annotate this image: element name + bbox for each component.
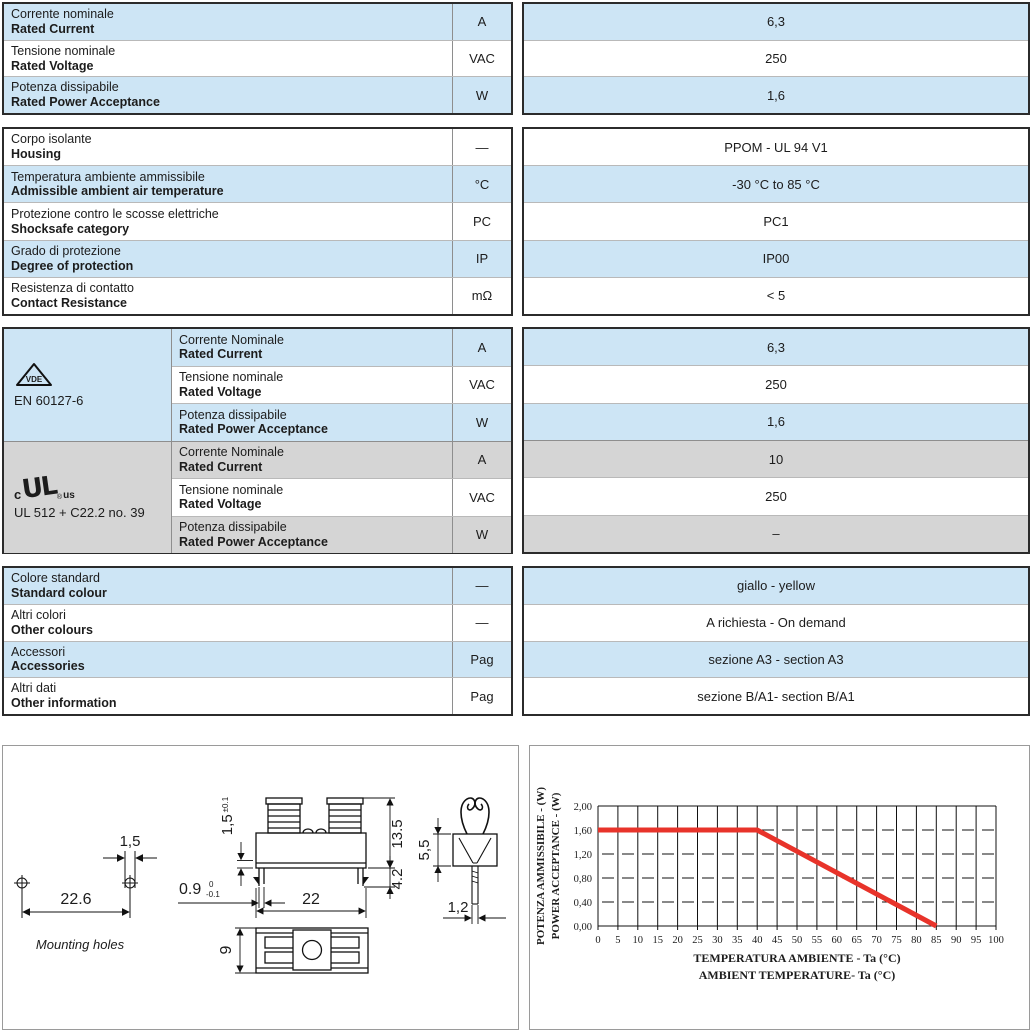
table-row: [4, 76, 511, 113]
y-axis-title-it: POTENZA AMMISSIBILE - (W): [535, 787, 547, 945]
certifications-table-values: [522, 327, 1030, 554]
x-tick-label: 20: [672, 935, 683, 946]
value-cell: PPOM - UL 94 V1: [524, 129, 1028, 165]
ul-group: [4, 441, 511, 554]
unit-cell: PC: [452, 203, 511, 239]
unit-cell: W: [452, 517, 511, 554]
label-en: Degree of protection: [11, 258, 134, 273]
x-tick-label: 0: [595, 935, 601, 946]
technical-drawing-panel: [2, 745, 519, 1030]
label-it: Potenza dissipabile: [179, 520, 287, 534]
x-tick-label: 65: [851, 935, 862, 946]
x-tick-label: 25: [692, 935, 703, 946]
value-cell: –: [524, 515, 1028, 552]
options-table-labels: [2, 566, 513, 716]
label-en: Accessories: [11, 659, 85, 674]
unit-cell: —: [452, 568, 511, 604]
x-tick-label: 85: [931, 935, 942, 946]
label-en: Rated Current: [179, 459, 263, 474]
unit-cell: W: [452, 404, 511, 441]
dim-lip-value: 1,5: [219, 814, 236, 836]
x-tick-label: 35: [732, 935, 743, 946]
value-cell: 250: [524, 365, 1028, 402]
x-tick-label: 45: [771, 935, 783, 946]
dim-pin-width: 0.9: [179, 881, 202, 898]
label-it: Colore standard: [11, 571, 100, 586]
table-row: [172, 403, 511, 441]
label-it: Accessori: [11, 644, 66, 659]
table-row: [172, 478, 511, 516]
label-it: Resistenza di contatto: [11, 281, 134, 296]
ul-logo-icon: [14, 470, 171, 505]
x-tick-label: 5: [615, 935, 621, 946]
table-row: [4, 277, 511, 314]
label-en: Standard colour: [11, 585, 107, 600]
vde-standard: EN 60127-6: [14, 393, 84, 409]
dim-hole-diameter: 1,5: [119, 833, 141, 850]
value-cell: -30 °C to 85 °C: [524, 165, 1028, 202]
x-axis-title-en: AMBIENT TEMPERATURE- Ta (°C): [698, 968, 896, 982]
x-tick-label: 15: [652, 935, 663, 946]
x-tick-label: 55: [811, 935, 823, 946]
table-row: [172, 516, 511, 554]
label-en: Rated Power Acceptance: [179, 534, 328, 549]
value-cell: 1,6: [524, 76, 1028, 113]
label-en: Shocksafe category: [11, 221, 130, 236]
table-row: [172, 329, 511, 366]
top-view: [256, 928, 368, 973]
unit-cell: VAC: [452, 41, 511, 77]
unit-cell: W: [452, 77, 511, 113]
end-view: [453, 798, 497, 904]
value-cell: sezione A3 - section A3: [524, 641, 1028, 678]
mounting-holes-caption: Mounting holes: [35, 937, 125, 952]
construction-table-labels: [2, 127, 513, 316]
value-cell: 250: [524, 40, 1028, 77]
dim-lip: [219, 796, 236, 835]
label-en: Other information: [11, 696, 117, 711]
value-cell: 6,3: [524, 329, 1028, 365]
table-row: [4, 240, 511, 277]
construction-table-values: [522, 127, 1030, 316]
label-it: Altri colori: [11, 607, 66, 622]
x-tick-label: 100: [988, 935, 1004, 946]
x-tick-label: 30: [712, 935, 723, 946]
x-tick-label: 95: [970, 935, 982, 946]
table-row: [172, 366, 511, 404]
label-it: Grado di protezione: [11, 243, 121, 258]
unit-cell: IP: [452, 241, 511, 277]
dim-body-length: 22: [302, 891, 320, 908]
value-cell: PC1: [524, 202, 1028, 239]
value-cell: 1,6: [524, 403, 1028, 440]
table-row: [4, 202, 511, 239]
unit-cell: —: [452, 605, 511, 641]
x-tick-label: 50: [791, 935, 803, 946]
label-en: Rated Voltage: [179, 384, 262, 399]
table-row: [4, 165, 511, 202]
ul-logo-c: c: [14, 486, 22, 502]
x-tick-label: 70: [871, 935, 882, 946]
y-tick-label: 0,40: [573, 898, 592, 909]
label-it: Potenza dissipabile: [11, 80, 119, 95]
table-row: [4, 641, 511, 678]
x-axis-title-it: TEMPERATURA AMBIENTE - Ta (°C): [693, 951, 901, 965]
label-en: Contact Resistance: [11, 295, 128, 310]
y-tick-label: 0,80: [573, 874, 592, 885]
value-cell: A richiesta - On demand: [524, 604, 1028, 641]
x-tick-label: 80: [911, 935, 922, 946]
vde-group: [4, 329, 511, 441]
label-it: Corrente nominale: [11, 7, 114, 22]
table-row: [4, 4, 511, 40]
dim-pin-thickness: 1,2: [447, 899, 469, 916]
label-it: Protezione contro le scosse elettriche: [11, 206, 219, 221]
ratings-table-values: [522, 2, 1030, 115]
y-tick-label: 1,60: [573, 826, 592, 837]
y-tick-label: 1,20: [573, 850, 592, 861]
unit-cell: —: [452, 129, 511, 165]
x-tick-label: 10: [632, 935, 644, 946]
x-tick-label: 60: [831, 935, 843, 946]
side-view: [253, 798, 369, 886]
unit-cell: A: [452, 4, 511, 40]
vde-logo-text: VDE: [25, 375, 43, 385]
label-en: Rated Voltage: [11, 58, 94, 73]
x-tick-label: 90: [950, 935, 962, 946]
label-en: Rated Power Acceptance: [11, 95, 160, 110]
dim-lip-tol: ±0.1: [221, 796, 230, 813]
dim-body-height: 13.5: [389, 819, 406, 849]
table-row: [4, 568, 511, 604]
unit-cell: A: [452, 442, 511, 479]
table-row: [4, 677, 511, 714]
dim-clip-height: 5,5: [416, 839, 433, 861]
ul-logo-us: us: [63, 489, 75, 501]
label-it: Altri dati: [11, 681, 57, 696]
derating-chart: [530, 746, 1029, 1029]
ul-standard: UL 512 + C22.2 no. 39: [14, 504, 145, 520]
table-row: [4, 40, 511, 77]
technical-drawing: [3, 746, 518, 1029]
ul-logo-cell: [4, 442, 172, 554]
label-it: Tensione nominale: [179, 482, 284, 497]
label-en: Housing: [11, 147, 61, 162]
y-tick-label: 0,00: [573, 922, 592, 933]
label-en: Rated Power Acceptance: [179, 422, 328, 437]
label-it: Potenza dissipabile: [179, 407, 287, 422]
dim-body-width: 9: [218, 945, 235, 955]
label-en: Rated Current: [179, 347, 263, 362]
unit-cell: °C: [452, 166, 511, 202]
value-cell: 6,3: [524, 4, 1028, 40]
label-it: Corpo isolante: [11, 132, 92, 147]
options-table-values: [522, 566, 1030, 716]
label-it: Tensione nominale: [179, 370, 284, 384]
table-row: [172, 442, 511, 479]
table-row: [4, 129, 511, 165]
label-en: Rated Voltage: [179, 497, 262, 512]
dim-pin-tol-top: 0: [209, 880, 214, 889]
x-tick-label: 75: [891, 935, 902, 946]
label-it: Tensione nominale: [11, 43, 116, 58]
label-it: Temperatura ambiente ammissibile: [11, 169, 205, 184]
vde-logo-icon: [14, 361, 54, 389]
label-it: Corrente Nominale: [179, 445, 284, 459]
value-cell: IP00: [524, 240, 1028, 277]
top-view-dims: [235, 928, 256, 973]
dim-hole-pitch: 22.6: [60, 891, 92, 908]
unit-cell: VAC: [452, 479, 511, 516]
unit-cell: A: [452, 329, 511, 366]
value-cell: giallo - yellow: [524, 568, 1028, 604]
table-row: [4, 604, 511, 641]
ul-logo-main: UL: [20, 470, 58, 505]
unit-cell: mΩ: [452, 278, 511, 314]
unit-cell: Pag: [452, 642, 511, 678]
vde-logo-cell: [4, 329, 172, 441]
derating-chart-panel: [529, 745, 1030, 1030]
x-tick-label: 40: [751, 935, 763, 946]
unit-cell: Pag: [452, 678, 511, 714]
dim-foot-height: 4.2: [389, 868, 406, 890]
label-it: Corrente Nominale: [179, 332, 284, 347]
value-cell: sezione B/A1- section B/A1: [524, 677, 1028, 714]
value-cell: 10: [524, 440, 1028, 477]
label-en: Admissible ambient air temperature: [11, 184, 224, 199]
certifications-table-labels: [2, 327, 513, 554]
value-cell: 250: [524, 477, 1028, 514]
y-tick-label: 2,00: [573, 802, 592, 813]
y-axis-title-en: POWER ACCEPTANCE - (W): [550, 792, 562, 940]
unit-cell: VAC: [452, 367, 511, 404]
value-cell: < 5: [524, 277, 1028, 314]
label-en: Other colours: [11, 622, 93, 637]
ul-logo-reg: ®: [56, 493, 63, 501]
dim-pin-tol-bot: -0.1: [206, 890, 220, 899]
ratings-table-labels: [2, 2, 513, 115]
label-en: Rated Current: [11, 21, 95, 36]
